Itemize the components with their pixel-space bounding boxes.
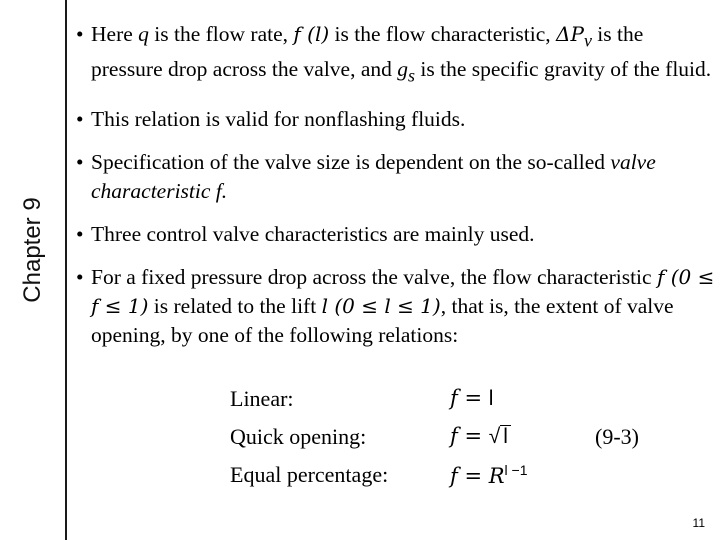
bullet-flow-definitions: [76, 20, 716, 91]
sqrt-radicand: l: [500, 425, 511, 448]
page-number: 11: [692, 516, 705, 530]
bullet-text: is the pressure drop across the valve, and: [91, 22, 644, 82]
var-g: g: [397, 57, 409, 82]
chapter-sidebar: [0, 0, 65, 540]
equation-formula: [450, 462, 528, 488]
var-q: q: [138, 22, 149, 46]
bullet-text: is the flow rate,: [148, 22, 294, 46]
bullet-text: is the flow characteristic,: [329, 22, 557, 46]
pressure-drop-symbol: ΔP: [556, 22, 584, 46]
bullet-text: For a fixed pressure drop across the valve, the flow characteristic: [91, 264, 657, 289]
equation-label: Quick opening:: [230, 424, 367, 449]
bullet-text: is the specific gravity of the fluid.: [415, 57, 712, 82]
equation-lhs: f =: [450, 386, 489, 410]
bullet-text: This relation is valid for nonflashing fluids.: [91, 106, 466, 131]
bullet-fixed-pressure: [76, 263, 716, 350]
chapter-label: Chapter 9: [19, 197, 46, 303]
lift-range: l (0 ≤ l ≤ 1): [321, 293, 441, 318]
pressure-drop-subscript: v: [583, 30, 592, 51]
bullet-text: Here: [91, 22, 139, 46]
equation-formula: [450, 424, 511, 449]
bullet-text: Specification of the valve size is dependent on the so-called: [91, 149, 611, 174]
bullet-text: is related to the lift: [148, 293, 322, 318]
bullet-text: , that is, the extent of valve opening, by one of the following relations:: [91, 293, 674, 347]
bullet-text: Three control valve characteristics are mainly used.: [91, 221, 535, 246]
equation-number: (9-3): [595, 424, 639, 449]
equation-lhs: f = R: [450, 464, 505, 488]
equation-formula: [450, 386, 493, 411]
equation-rhs: l: [488, 387, 494, 410]
flow-characteristic-expr: f (l): [293, 22, 330, 46]
bullet-nonflashing: [76, 105, 716, 134]
sqrt-symbol: √: [488, 425, 501, 448]
equation-lhs: f =: [450, 424, 489, 448]
flow-characteristic-range: f (0 ≤ f ≤ 1): [91, 264, 715, 318]
equation-exponent: l −1: [504, 462, 528, 478]
slide-content: [76, 20, 716, 350]
bullet-three-characteristics: [76, 220, 716, 249]
equation-label: Equal percentage:: [230, 462, 389, 487]
sidebar-divider: [65, 0, 67, 540]
emphasized-term: valve characteristic f.: [91, 149, 656, 203]
equation-label: Linear:: [230, 386, 294, 411]
var-g-subscript: s: [408, 65, 415, 86]
bullet-valve-size: [76, 148, 716, 206]
